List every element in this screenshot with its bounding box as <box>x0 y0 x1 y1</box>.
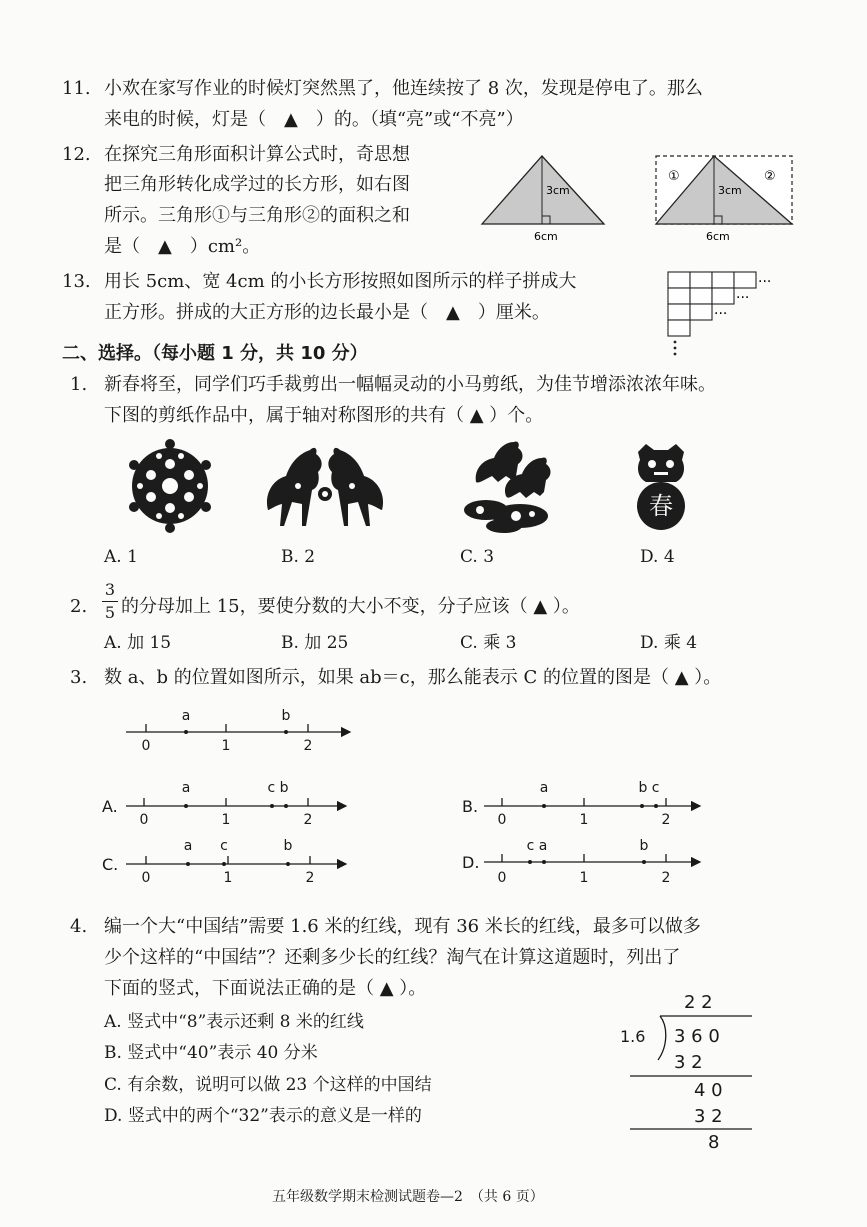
tick-0: 0 <box>141 738 151 754</box>
option-c-label[interactable]: C. <box>102 855 119 874</box>
fraction-denominator: 5 <box>104 603 116 622</box>
question-text: 所示。三角形①与三角形②的面积之和 <box>104 205 410 226</box>
option-a[interactable]: A. 竖式中“8”表示还剩 8 米的红线 <box>104 1012 364 1032</box>
question-text: 在探究三角形面积计算公式时，奇思想 <box>104 144 410 165</box>
tick-1: 1 <box>579 870 589 886</box>
label-a: a <box>181 780 191 796</box>
triangle-shape <box>482 156 604 224</box>
papercut-horses-clouds-image <box>456 436 556 534</box>
label-a: a <box>539 780 549 796</box>
tick-2: 2 <box>303 812 313 828</box>
tick-0: 0 <box>139 812 149 828</box>
base-label: 6cm <box>706 230 730 243</box>
tiling-figure <box>662 268 782 362</box>
question-number: 1. <box>70 374 88 395</box>
question-number: 11. <box>62 78 91 99</box>
height-label: 3cm <box>546 184 570 197</box>
tick-2: 2 <box>303 738 313 754</box>
question-number: 13. <box>62 271 91 292</box>
question-number: 4. <box>70 916 88 937</box>
tick-1: 1 <box>579 812 589 828</box>
tick-1: 1 <box>221 738 231 754</box>
triangle-figure <box>476 148 806 246</box>
label-c: c <box>220 838 228 854</box>
fraction <box>100 580 120 623</box>
option-a[interactable]: A. 加 15 <box>104 633 172 653</box>
base-label: 6cm <box>534 230 558 243</box>
dividend: 3 6 0 <box>674 1026 720 1047</box>
option-d-label[interactable]: D. <box>462 853 480 872</box>
label-a: a <box>181 708 191 724</box>
question-text: 来电的时候，灯是（ ▲ ）的。（填“亮”或“不亮”） <box>104 109 524 130</box>
tick-0: 0 <box>497 812 507 828</box>
option-d[interactable]: D. 4 <box>640 547 675 567</box>
option-a[interactable]: A. 1 <box>104 547 138 567</box>
tick-2: 2 <box>661 870 671 886</box>
question-text: 把三角形转化成学过的长方形，如右图 <box>104 174 410 195</box>
option-c[interactable]: C. 3 <box>460 547 495 567</box>
continuation-dots: ··· <box>714 306 728 322</box>
question-text: 的分母加上 15，要使分数的大小不变，分子应该（ ▲ ）。 <box>121 596 580 617</box>
question-text: 少个这样的“中国结”？还剩多少长的红线？淘气在计算这道题时，列出了 <box>104 947 681 968</box>
tick-0: 0 <box>141 870 151 886</box>
question-text: 下面的竖式，下面说法正确的是（ ▲ ）。 <box>104 978 427 999</box>
number-lines-figure <box>100 700 840 895</box>
section-title: 二、选择。（每小题 1 分，共 10 分） <box>62 343 368 364</box>
label-a: a <box>183 838 193 854</box>
option-b[interactable]: B. 2 <box>281 547 316 567</box>
papercut-snowflake-image <box>122 438 218 534</box>
question-text: 是（ ▲ ）cm²。 <box>104 236 261 257</box>
question-number: 2. <box>70 596 88 617</box>
label-b: b <box>639 838 649 854</box>
option-c[interactable]: C. 乘 3 <box>460 633 517 653</box>
option-b[interactable]: B. 竖式中“40”表示 40 分米 <box>104 1043 318 1063</box>
tick-0: 0 <box>497 870 507 886</box>
quotient: 2 2 <box>684 992 713 1013</box>
tick-1: 1 <box>223 870 233 886</box>
option-d[interactable]: D. 竖式中的两个“32”表示的意义是一样的 <box>104 1106 422 1126</box>
papercut-character: 春 <box>649 492 673 520</box>
label-cb: c b <box>267 780 289 796</box>
remainder-1: 4 0 <box>694 1080 723 1101</box>
question-text: 正方形。拼成的大正方形的边长最小是（ ▲ ）厘米。 <box>104 302 550 323</box>
question-text: 编一个大“中国结”需要 1.6 米的红线，现有 36 米长的红线，最多可以做多 <box>104 916 701 937</box>
question-number: 3. <box>70 667 88 688</box>
region-label-2: ② <box>764 169 776 184</box>
option-d[interactable]: D. 乘 4 <box>640 633 698 653</box>
fraction-numerator: 3 <box>104 580 116 599</box>
height-label: 3cm <box>718 184 742 197</box>
label-b: b <box>281 708 291 724</box>
papercut-two-horses-image <box>258 440 392 532</box>
option-b-label[interactable]: B. <box>462 797 479 816</box>
tick-2: 2 <box>305 870 315 886</box>
question-text: 新春将至，同学们巧手裁剪出一幅幅灵动的小马剪纸，为佳节增添浓浓年味。 <box>104 374 716 395</box>
long-division-figure <box>616 986 776 1156</box>
page-footer: 五年级数学期末检测试题卷—2 （共 6 页） <box>272 1189 544 1205</box>
tick-1: 1 <box>221 812 231 828</box>
continuation-dots: ··· <box>736 290 750 306</box>
remainder-2: 8 <box>708 1132 720 1153</box>
question-text: 小欢在家写作业的时候灯突然黑了，他连续按了 8 次，发现是停电了。那么 <box>104 78 703 99</box>
label-ca: c a <box>526 838 548 854</box>
region-label-1: ① <box>668 169 680 184</box>
label-bc: b c <box>638 780 660 796</box>
option-b[interactable]: B. 加 25 <box>281 633 349 653</box>
question-text: 用长 5cm、宽 4cm 的小长方形按照如图所示的样子拼成大 <box>104 271 577 292</box>
tick-2: 2 <box>661 812 671 828</box>
subtract-1: 3 2 <box>674 1052 703 1073</box>
question-number: 12. <box>62 144 91 165</box>
papercut-spring-character-image <box>626 440 696 532</box>
question-text: 下图的剪纸作品中，属于轴对称图形的共有（ ▲ ）个。 <box>104 405 544 426</box>
divisor: 1.6 <box>620 1027 646 1046</box>
continuation-dots: ··· <box>758 274 772 290</box>
label-b: b <box>283 838 293 854</box>
option-c[interactable]: C. 有余数，说明可以做 23 个这样的中国结 <box>104 1075 432 1095</box>
option-a-label[interactable]: A. <box>102 797 118 816</box>
question-text: 数 a、b 的位置如图所示，如果 ab＝c，那么能表示 C 的位置的图是（ ▲ ）。 <box>104 667 722 688</box>
subtract-2: 3 2 <box>694 1106 723 1127</box>
